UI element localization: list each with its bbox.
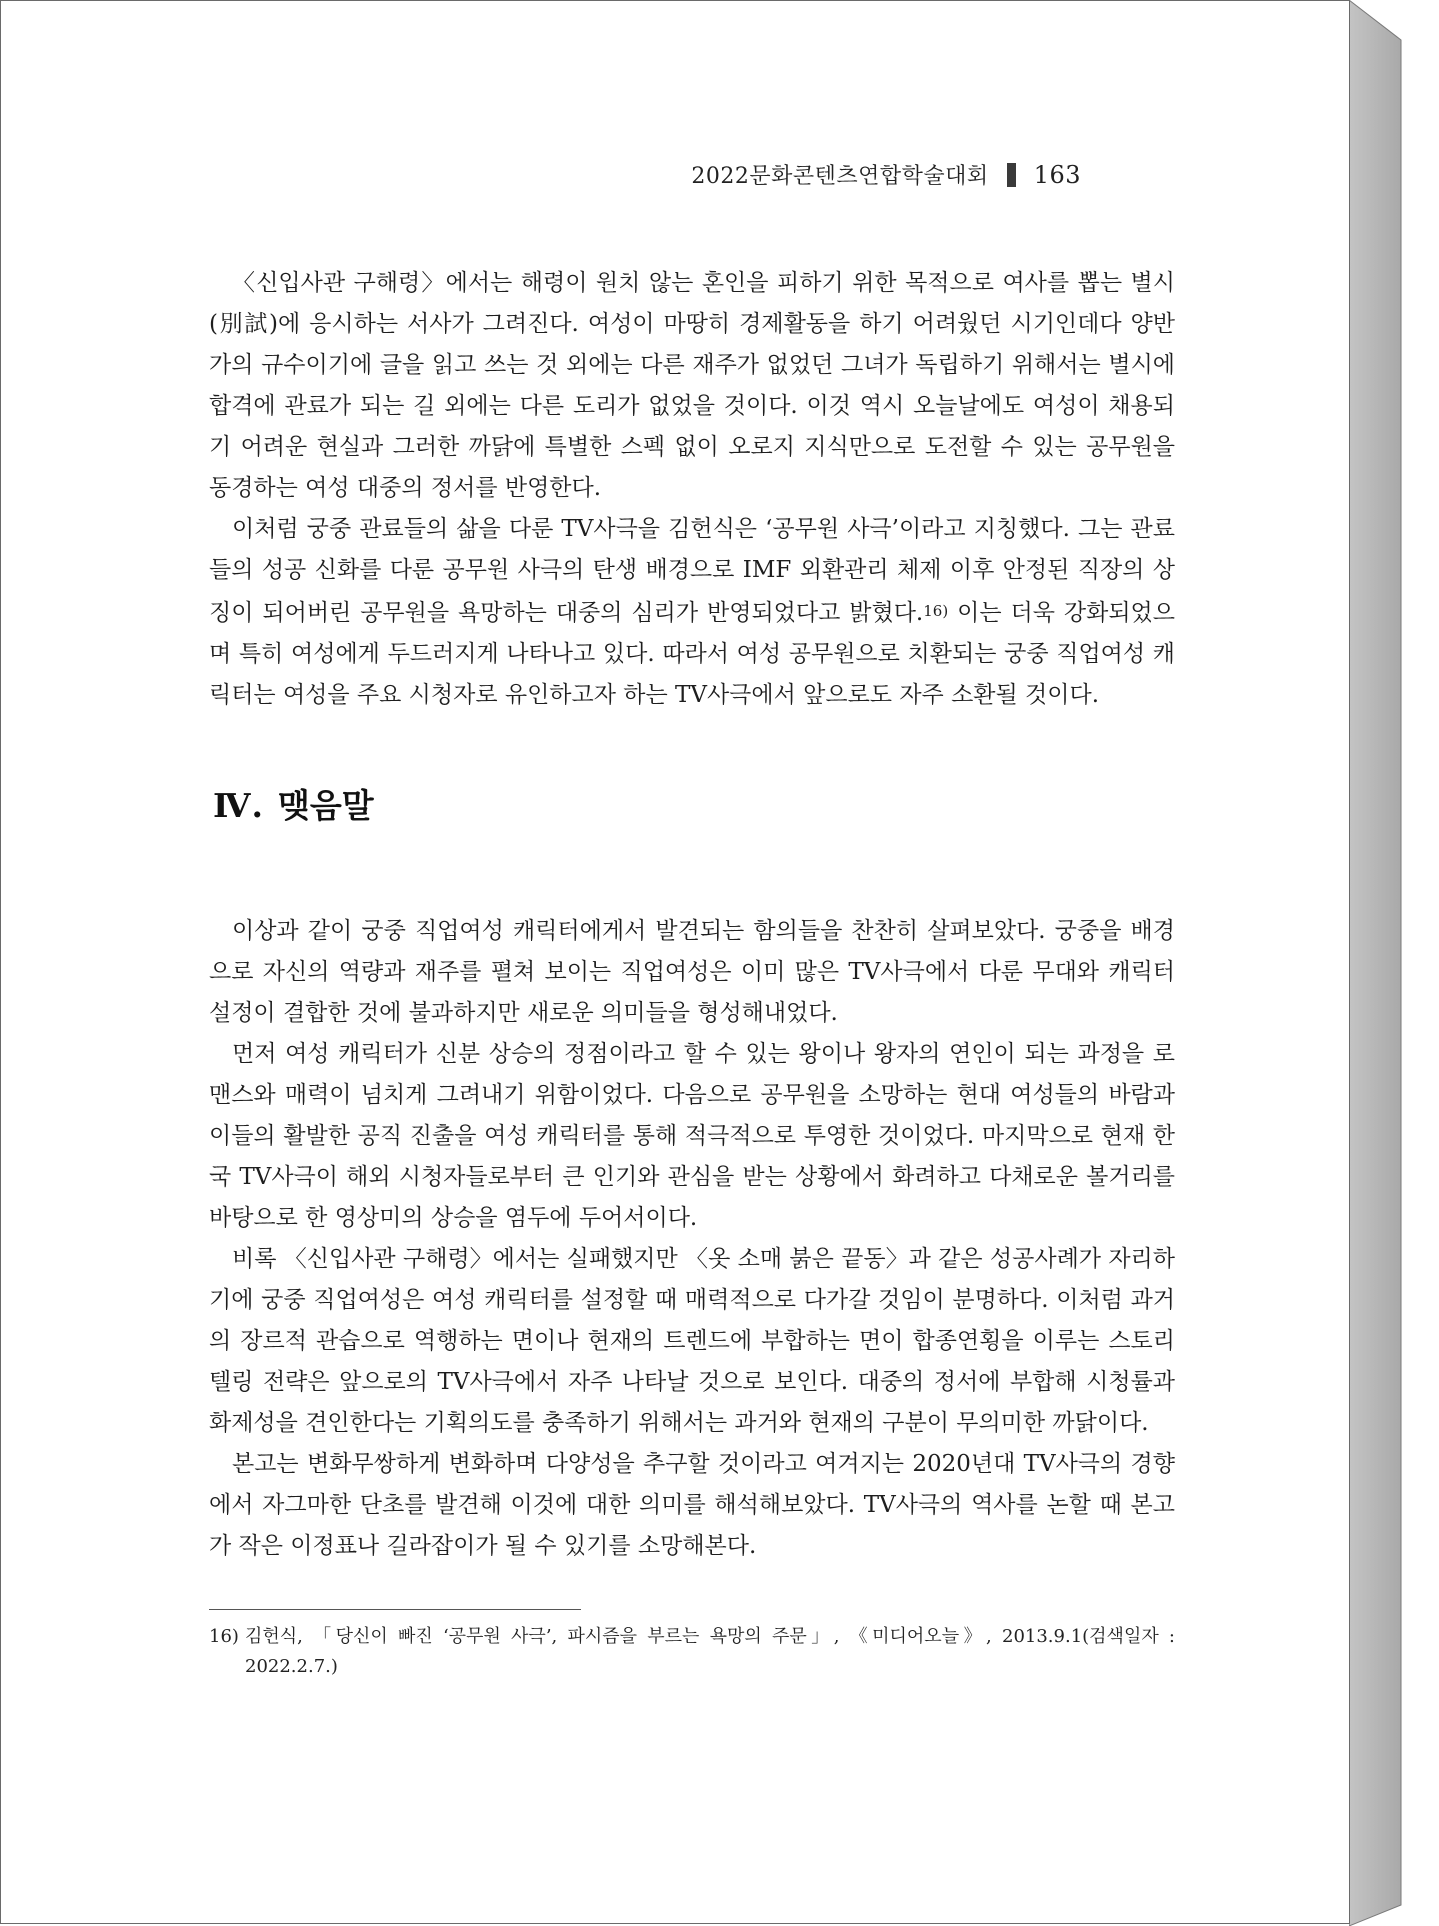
section-numeral: Ⅳ. — [213, 786, 264, 825]
paragraph-text-tail: 이는 더욱 강화되었으며 특히 여성에게 두드러지게 나타나고 있다. 따라서 여성 공무원으로 치환되는 궁중 직업여성 캐릭터는 여성을 주요 시청자로 유인하고자 하는 TV사극에서 앞으로도 자주 소환될 것이다. — [209, 600, 1175, 708]
body-paragraph: 비록 〈신입사관 구해령〉에서는 실패했지만 〈옷 소매 붉은 끝동〉과 같은 성공사례가 자리하기에 궁중 직업여성은 여성 캐릭터를 설정할 때 매력적으로 다가갈 것임이 분명하다. 이처럼 과거의 장르적 관습으로 역행하는 면이나 현재의 트렌드에 부합하는 면이 합종연횡을 이루는 스토리텔링 전략은 앞으로의 TV사극에서 자주 나타날 것으로 보인다. 대중의 정서에 부합해 시청률과 화제성을 견인한다는 기획의도를 충족하기 위해서는 과거와 현재의 구분이 무의미한 까닭이다. — [209, 1246, 1175, 1436]
footnote-text: 김헌식, 「당신이 빠진 ‘공무원 사극’, 파시즘을 부르는 욕망의 주문」, 《미디어오늘》, 2013.9.1(검색일자 : 2022.2.7.) — [245, 1626, 1175, 1677]
book-page-edge — [1349, 0, 1439, 1926]
footnote-divider — [209, 1609, 581, 1610]
section-heading — [213, 780, 1175, 827]
body-paragraph: 이상과 같이 궁중 직업여성 캐릭터에게서 발견되는 함의들을 찬찬히 살펴보았다. 궁중을 배경으로 자신의 역량과 재주를 펼쳐 보이는 직업여성은 이미 많은 TV사극에서 다룬 무대와 캐릭터 설정이 결합한 것에 불과하지만 새로운 의미들을 형성해내었다. — [209, 918, 1175, 1026]
page-number: 163 — [1033, 160, 1081, 189]
body-content — [209, 263, 1175, 1682]
journal-title: 2022문화콘텐츠연합학술대회 — [691, 164, 989, 189]
header-separator-bar — [1007, 163, 1016, 187]
section-title: 맺음말 — [277, 786, 374, 825]
body-paragraph — [209, 509, 1175, 716]
paragraph-text: 이처럼 궁중 관료들의 삶을 다룬 TV사극을 김헌식은 ‘공무원 사극’이라고 지칭했다. 그는 관료들의 성공 신화를 다룬 공무원 사극의 탄생 배경으로 IMF 외환관리 체제 이후 안정된 직장의 상징이 되어버린 공무원을 욕망하는 대중의 심리가 반영되었다고 밝혔다. — [209, 516, 1175, 626]
footnote — [209, 1622, 1175, 1682]
footnote-reference: 16) — [923, 602, 949, 620]
footnote-number: 16) — [209, 1626, 239, 1647]
running-header — [691, 159, 1081, 190]
body-paragraph: 먼저 여성 캐릭터가 신분 상승의 정점이라고 할 수 있는 왕이나 왕자의 연인이 되는 과정을 로맨스와 매력이 넘치게 그려내기 위함이었다. 다음으로 공무원을 소망하는 현대 여성들의 바람과 이들의 활발한 공직 진출을 여성 캐릭터를 통해 적극적으로 투영한 것이었다. 마지막으로 현재 한국 TV사극이 해외 시청자들로부터 큰 인기와 관심을 받는 상황에서 화려하고 다채로운 볼거리를 바탕으로 한 영상미의 상승을 염두에 두어서이다. — [209, 1041, 1175, 1231]
body-paragraph: 〈신입사관 구해령〉에서는 해령이 원치 않는 혼인을 피하기 위한 목적으로 여사를 뽑는 별시(別試)에 응시하는 서사가 그려진다. 여성이 마땅히 경제활동을 하기 어려웠던 시기인데다 양반가의 규수이기에 글을 읽고 쓰는 것 외에는 다른 재주가 없었던 그녀가 독립하기 위해서는 별시에 합격에 관료가 되는 길 외에는 다른 도리가 없었을 것이다. 이것 역시 오늘날에도 여성이 채용되기 어려운 현실과 그러한 까닭에 특별한 스펙 없이 오로지 지식만으로 도전할 수 있는 공무원을 동경하는 여성 대중의 정서를 반영한다. — [209, 270, 1175, 501]
body-paragraph: 본고는 변화무쌍하게 변화하며 다양성을 추구할 것이라고 여겨지는 2020년대 TV사극의 경향에서 자그마한 단초를 발견해 이것에 대한 의미를 해석해보았다. TV사극의 역사를 논할 때 본고가 작은 이정표나 길라잡이가 될 수 있기를 소망해본다. — [209, 1451, 1175, 1559]
